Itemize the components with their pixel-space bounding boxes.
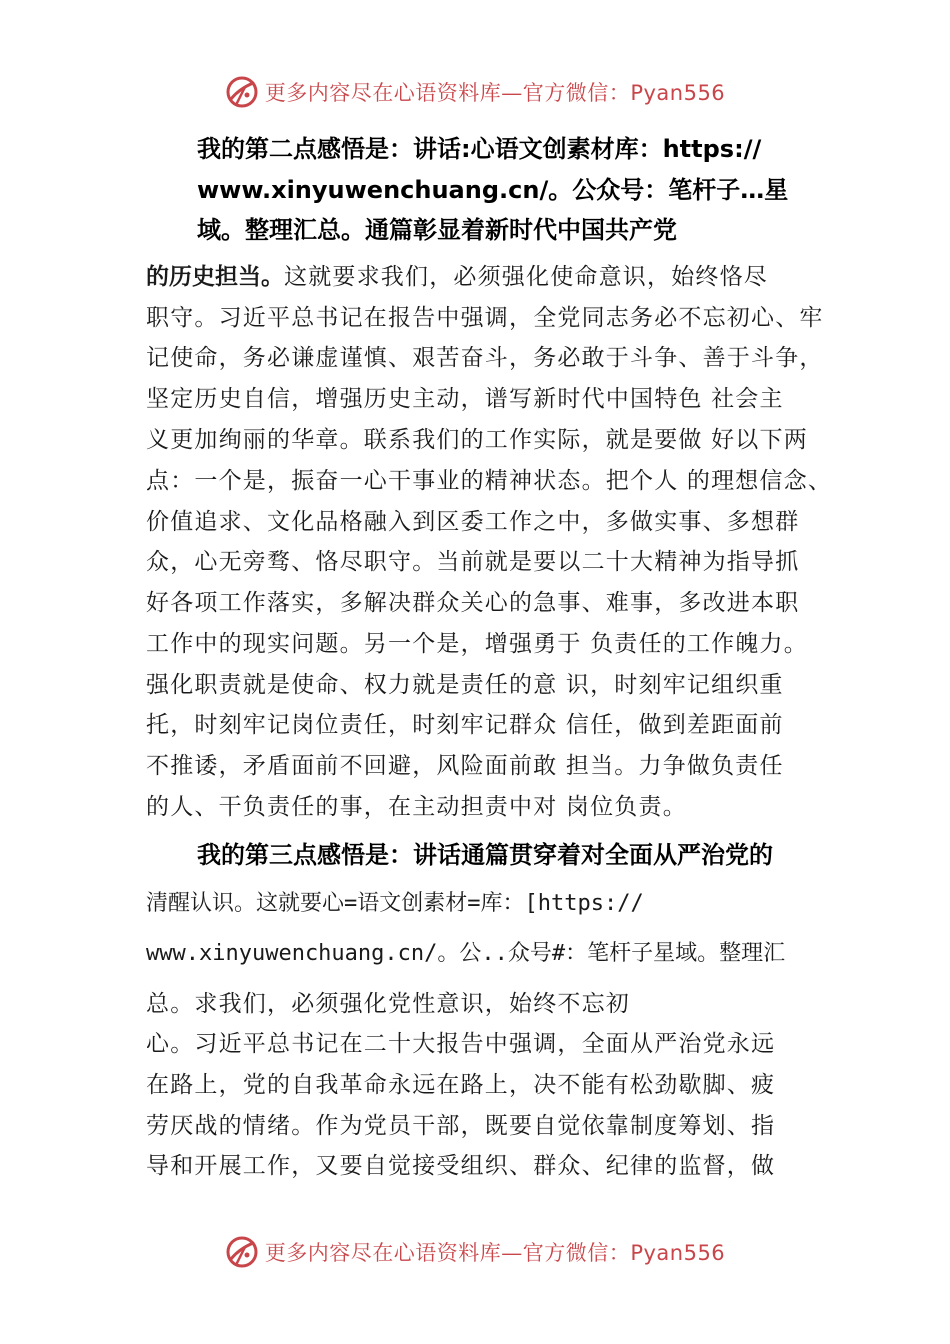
text-line: 好各项工作落实，多解决群众关心的急事、难事，多改进本职	[146, 590, 800, 616]
wechat-id: Pyan556	[630, 81, 726, 105]
inline-bold-text: 的历史担当。	[146, 264, 284, 290]
text-line: 劳厌战的情绪。作为党员干部，既要自觉依靠制度筹划、指	[146, 1113, 776, 1139]
text-line: 强化职责就是使命、权力就是责任的意 识，时刻牢记组织重	[146, 672, 784, 698]
header-banner	[0, 72, 950, 112]
inline-text: 这就要求我们，必须强化使命意识，始终恪尽	[284, 264, 768, 290]
text-line: 心。习近平总书记在二十大报告中强调，全面从严治党永远	[146, 1031, 776, 1057]
text-line: 坚定历史自信，增强历史主动，谱写新时代中国特色 社会主	[146, 386, 784, 412]
banner	[225, 1235, 725, 1269]
logo-icon	[225, 75, 259, 109]
text-line: 义更加绚丽的华章。联系我们的工作实际，就是要做 好以下两	[146, 427, 808, 453]
text-line: 总。求我们，必须强化党性意识，始终不忘初	[146, 991, 630, 1017]
text-line: 价值追求、文化品格融入到区委工作之中，多做实事、多想群	[146, 509, 800, 535]
text-line	[146, 262, 768, 292]
banner-main-text: 更多内容尽在心语资料库—官方微信：	[264, 81, 631, 105]
text-line: 工作中的现实问题。另一个是，增强勇于 负责任的工作魄力。	[146, 631, 808, 657]
footer-banner	[0, 1232, 950, 1272]
banner-main-text: 更多内容尽在心语资料库—官方微信：	[264, 1241, 631, 1265]
text-line: 众，心无旁骛、恪尽职守。当前就是要以二十大精神为指导抓	[146, 549, 800, 575]
text-line: 域。整理汇总。通篇彰显着新时代中国共产党	[197, 216, 677, 244]
text-line: 我的第三点感悟是：讲话通篇贯穿着对全面从严治党的	[197, 841, 773, 869]
text-line: www.xinyuwenchuang.cn/。公众号：笔杆子…星	[197, 176, 789, 204]
text-line: 点：一个是，振奋一心干事业的精神状态。把个人 的理想信念、	[146, 468, 833, 494]
banner	[225, 75, 725, 109]
banner-text	[265, 1237, 725, 1267]
text-line: 托，时刻牢记岗位责任，时刻牢记群众 信任，做到差距面前	[146, 712, 784, 738]
text-line: 职守。习近平总书记在报告中强调，全党同志务必不忘初心、牢	[146, 305, 824, 331]
banner-text	[265, 77, 725, 107]
text-line: 我的第二点感悟是：讲话:心语文创素材库：https://	[197, 135, 762, 163]
text-line: 清醒认识。这就要心=语文创素材=库：[https://	[146, 891, 644, 916]
logo-icon	[225, 1235, 259, 1269]
text-line: 记使命，务必谦虚谨慎、艰苦奋斗，务必敢于斗争、善于斗争，	[146, 345, 824, 371]
text-line: 导和开展工作，又要自觉接受组织、群众、纪律的监督，做	[146, 1153, 776, 1179]
text-line: 不推诿，矛盾面前不回避，风险面前敢 担当。力争做负责任	[146, 753, 784, 779]
text-line: 在路上，党的自我革命永远在路上，决不能有松劲歇脚、疲	[146, 1072, 776, 1098]
text-line: 的人、干负责任的事，在主动担责中对 岗位负责。	[146, 794, 687, 820]
wechat-id: Pyan556	[630, 1241, 726, 1265]
text-line: www.xinyuwenchuang.cn/。公..众号#：笔杆子星域。整理汇	[146, 941, 786, 966]
